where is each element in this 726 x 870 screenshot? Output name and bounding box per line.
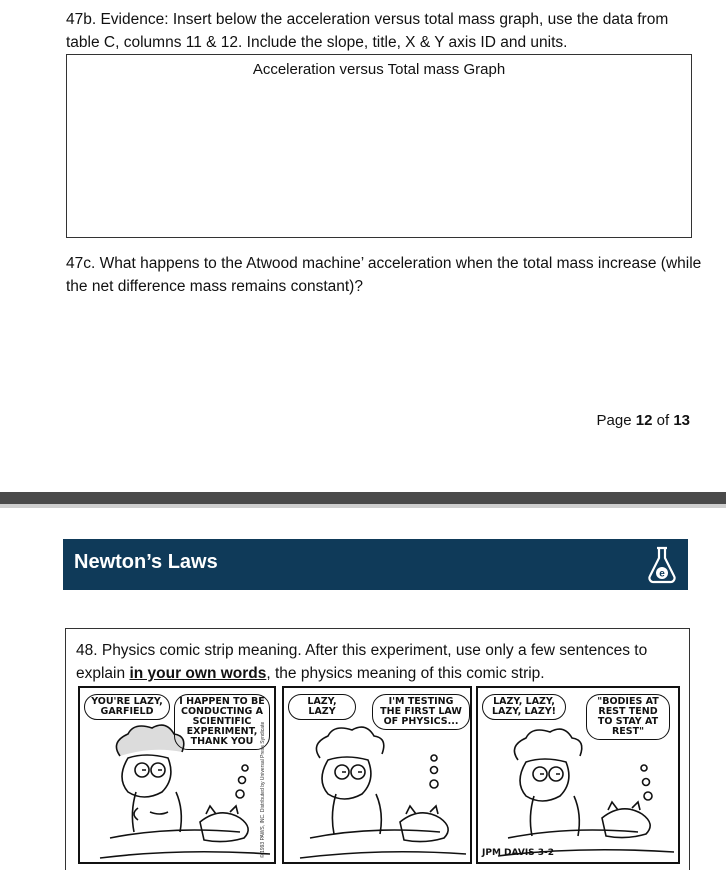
page-prefix: Page <box>596 412 632 429</box>
panel3-bubble-left: LAZY, LAZY, LAZY, LAZY! <box>482 694 566 720</box>
q48-emphasis: in your own words <box>129 665 267 682</box>
panel3-bubble-right: "BODIES AT REST TEND TO STAY AT REST" <box>586 694 670 740</box>
question-48 <box>76 639 676 685</box>
graph-box-title: Acceleration versus Total mass Graph <box>252 61 506 78</box>
panel1-bubble-right: I HAPPEN TO BE CONDUCTING A SCIENTIFIC EXPERIMENT, THANK YOU <box>174 694 270 750</box>
comic-panel-3 <box>476 686 680 864</box>
panel2-bubble-left: LAZY, LAZY <box>288 694 356 720</box>
question-47b: 47b. Evidence: Insert below the acceleration versus total mass graph, use the data from table C, columns 11 & 12. Include the slope, title, X & Y axis ID and units. <box>66 11 669 51</box>
comic-panel-2 <box>282 686 472 864</box>
flask-e-icon <box>644 544 680 586</box>
page-separator <box>0 492 726 504</box>
section-header <box>63 539 688 590</box>
comic-panel-1 <box>78 686 276 864</box>
comic-credit: © 1993 PAWS, INC. Distributed by Universal Press Syndicate <box>260 721 266 858</box>
section-title: Newton’s Laws <box>74 551 218 573</box>
panel1-drawing <box>80 688 274 862</box>
page-total: 13 <box>673 412 690 429</box>
svg-text:e: e <box>659 568 665 580</box>
q48-text-after: , the physics meaning of this comic strip. <box>266 665 545 682</box>
comic-signature: JPM DAVIS 3-2 <box>482 848 555 858</box>
panel3-drawing <box>478 688 678 862</box>
panel1-bubble-left: YOU'RE LAZY, GARFIELD <box>84 694 170 720</box>
question-47c: 47c. What happens to the Atwood machine’ acceleration when the total mass increase (while the net difference mass remains constant)? <box>66 255 702 295</box>
page-of: of <box>656 412 670 429</box>
page-separator-shadow <box>0 504 726 508</box>
panel2-bubble-right: I'M TESTING THE FIRST LAW OF PHYSICS... <box>372 694 470 730</box>
graph-insert-box[interactable] <box>66 54 692 238</box>
page-number <box>597 412 690 429</box>
panel2-drawing <box>284 688 470 862</box>
page-current: 12 <box>635 412 653 429</box>
q48-text-before: 48. Physics comic strip meaning. After this experiment, use only a few sentences to explain <box>76 642 648 682</box>
comic-strip <box>78 686 680 864</box>
